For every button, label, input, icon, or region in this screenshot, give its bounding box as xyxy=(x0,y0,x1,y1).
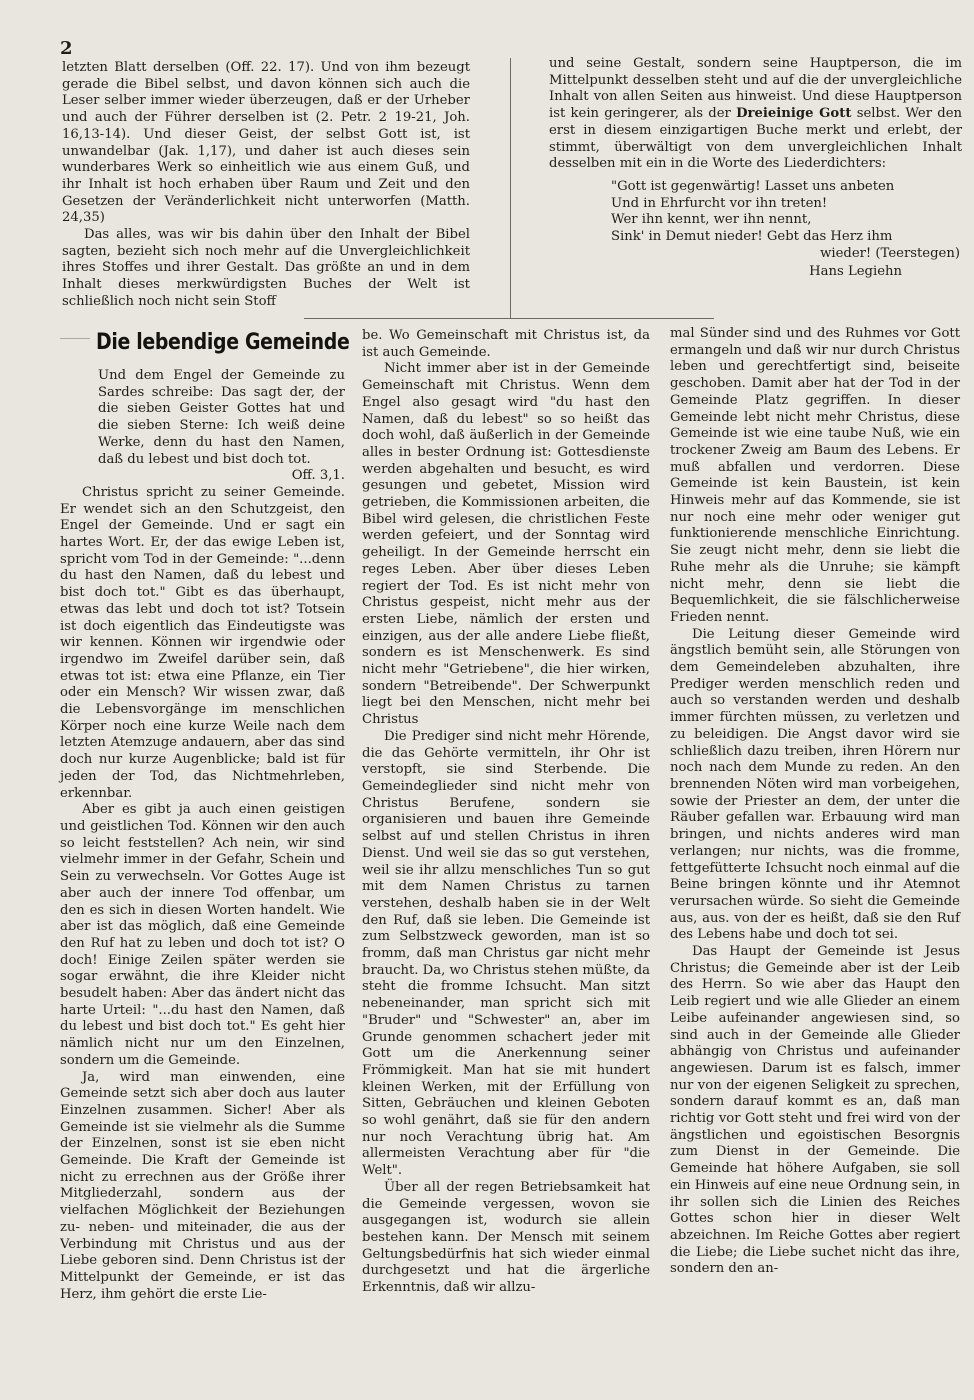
paragraph: Christus spricht zu seiner Gemeinde. Er wendet sich an den Schutzgeist, den Engel der Gemeinde. Und er sagt ein hartes Wort. Er, der das ewige Leben ist, spricht vom Tod in der Gemeinde: "...denn du hast den Namen, daß du lebest und bist doch tot." Gibt es das überhaupt, etwas das lebt und doch tot ist? Totsein ist doch eigentlich das Eindeutigste was wir kennen. Können wir irgendwie oder irgendwo im Zweifel darüber sein, daß etwas tot ist: etwa eine Pflanze, ein Tier oder ein Mensch? Wir wissen zwar, daß die Lebensvorgänge im menschlichen Körper noch eine kurze Weile nach dem letzten Atemzuge andauern, aber das sind doch nur kurze Augenblicke; bald ist für jeden der Tod, das Nichtmehrleben, erkennbar. xyxy=(60,484,345,801)
paragraph: Die Leitung dieser Gemeinde wird ängstlich bemüht sein, alle Störungen von dem Gemeindeleben abzuhalten, ihre Prediger werden menschlich reden und auch so verstanden werden und deshalb immer fürchten müssen, zu verletzen und zu beleidigen. Die Angst davor wird sie schließlich dazu treiben, ihren Hörern nur noch nach dem Munde zu reden. An den brennenden Nöten wird man vorbeigehen, sowie der Priester an dem, der unter die Räuber gefallen war. Erbauung wird man bringen, und nichts anderes wird man verlangen; nur nichts, was die fromme, fettgefütterte Ichsucht noch einmal auf die Beine bringen könnte und ihr Atemnot verursachen würde. So sieht die Gemeinde aus, aus. von der es heißt, daß sie den Ruf des Lebens habe und doch tot sei. xyxy=(670,626,960,943)
paragraph: be. Wo Gemeinschaft mit Christus ist, da ist auch Gemeinde. xyxy=(362,328,650,360)
motto-reference: Off. 3,1. xyxy=(291,468,345,484)
top-right-column xyxy=(549,56,962,281)
column-divider xyxy=(510,58,511,318)
poem-line: "Gott ist gegenwärtig! Lasset uns anbeten xyxy=(611,178,895,194)
headline-rule xyxy=(60,338,90,339)
paragraph xyxy=(549,56,962,173)
paragraph: Die Prediger sind nicht mehr Hörende, die das Gehörte vermitteln, ihr Ohr ist verstopft, sie sind Sterbende. Die Gemeindeglieder sind nicht mehr von Christus Berufene, sondern sie organisieren und bauen ihre Gemeinde selbst auf und stellen Christus in ihren Dienst. Und weil sie das so gut verstehen, weil sie ihr allzu menschliches Tun so gut mit dem Namen Christus zu tarnen verstehen, deshalb haben sie in der Welt den Ruf, daß sie leben. Die Gemeinde ist zum Selbstzweck geworden, man ist so fromm, daß man Christus gar nicht mehr braucht. Da, wo Christus stehen müßte, da steht die fromme Ichsucht. Man sitzt nebeneinander, man spricht sich mit "Bruder" und "Schwester" an, aber im Grunde genommen schachert jeder mit Gott um die Anerkennung seiner Frömmigkeit. Man hat sie mit hundert kleinen Werken, mit der Erfüllung von Sitten, Gebräuchen und kleinen Geboten so wohl genährt, daß sie für den andern nur noch Verachtung übrig hat. Am allermeisten Verachtung aber für "die Welt". xyxy=(362,728,650,1179)
bible-motto: Und dem Engel der Gemeinde zu Sardes schreibe: Das sagt der, der die sieben Geister Gottes hat und die sieben Sterne: Ich weiß deine Werke, denn du hast den Namen, daß du lebest und bist doch tot. xyxy=(98,368,345,467)
paragraph: mal Sünder sind und des Ruhmes vor Gott ermangeln und daß wir nur durch Christus leben und gerechtfertigt sind, beiseite geschoben. Damit aber hat der Tod in der Gemeinde Platz gegriffen. In dieser Gemeinde lebt nicht mehr Christus, diese Gemeinde ist wie eine taube Nuß, wie ein trockener Zweig am Baum des Lebens. Er muß abfallen und verdorren. Diese Gemeinde ist kein Baustein, ist kein Hinweis mehr auf das Kommende, sie ist nur noch eine mehr oder weniger gut funktionierende menschliche Einrichtung. Sie zeugt nicht mehr, denn sie liebt die Ruhe mehr als die Unruhe; sie kämpft nicht mehr, denn sie liebt die Bequemlichkeit, die sie fälschlicherweise Frieden nennt. xyxy=(670,326,960,625)
paragraph: Aber es gibt ja auch einen geistigen und geistlichen Tod. Können wir den auch so leicht feststellen? Ach nein, wir sind vielmehr immer in der Gefahr, Schein und Sein zu verwechseln. Vor Gottes Auge ist aber auch der innere Tod offenbar, um den es sich in diesen Worten handelt. Wie aber ist das möglich, daß eine Gemeinde den Ruf hat zu leben und doch tot ist? O doch! Einige Zeilen später werden sie sogar erwähnt, die ihre Kleider nicht besudelt haben: Aber das ändert nicht das harte Urteil: "...du hast den Namen, daß du lebest und bist doch tot." Es geht hier nämlich nicht nur um den Einzelnen, sondern um die Gemeinde. xyxy=(60,802,345,1068)
poem xyxy=(611,179,962,281)
text: selbst. Wer den erst in diesem einzigartigen Buche merkt und erlebt, der stimmt, überwältigt von dem unvergleichlichen Inhalt desselben mit ein in die Worte des Liederdichters: xyxy=(549,106,963,172)
page-number: 2 xyxy=(60,38,73,59)
emphasis-text: Dreieinige Gott xyxy=(736,106,852,122)
paragraph: Nicht immer aber ist in der Gemeinde Gemeinschaft mit Christus. Wenn dem Engel also gesagt wird "du hast den Namen, daß du lebest" so so heißt das doch wohl, daß äußerlich in der Gemeinde alles in bester Ordnung ist: Gottesdienste werden abgehalten und besucht, es wird gesungen und gebetet, Mission wird getrieben, die Kommissionen arbeiten, die Bibel wird gelesen, die christlichen Feste werden gefeiert, und der Sonntag wird geheiligt. In der Gemeinde herrscht ein reges Leben. Aber über dieses Leben regiert der Tod. Es ist nicht mehr von Christus gespeist, nicht mehr aus der ersten Liebe, nämlich der ersten und einzigen, aus der alle andere Liebe fließt, sondern es ist Menschenwerk. Es sind nicht mehr "Getriebene", die hier wirken, sondern "Betreibende". Der Schwerpunkt liegt bei den Menschen, nicht mehr bei Christus xyxy=(362,361,650,728)
paragraph: Das alles, was wir bis dahin über den Inhalt der Bibel sagten, bezieht sich noch mehr auf die Unvergleichlichkeit ihres Stoffes und ihrer Gestalt. Das größte an und in dem Inhalt dieses merkwürdigsten Buches der Welt ist schließlich noch nicht sein Stoff xyxy=(62,227,470,309)
article-column-1 xyxy=(60,368,345,1303)
text: und seine Gestalt, sondern seine Hauptperson, die im Mittelpunkt desselben steht und auf die der unvergleichliche Inhalt von allen Seiten aus hinweist. Und diese Hauptperson ist kein geringerer, als der xyxy=(549,56,962,122)
paragraph: Über all der regen Betriebsamkeit hat die Gemeinde vergessen, wovon sie ausgegangen ist, wodurch sie allein bestehen kann. Der Mensch mit seinem Geltungsbedürfnis hat sich wieder einmal durchgesetzt und hat die ärgerliche Erkenntnis, daß wir allzu- xyxy=(362,1179,650,1296)
paragraph: Das Haupt der Gemeinde ist Jesus Christus; die Gemeinde aber ist der Leib des Herrn. So wie aber das Haupt den Leib regiert und wie alle Glieder an einem Leibe aufeinander angewiesen sind, so sind auch in der Gemeinde alle Glieder abhängig von Christus und aufeinander angewiesen. Darum ist es falsch, immer nur von der eigenen Seligkeit zu sprechen, sondern darauf kommt es an, daß man richtig vor Gott steht und frei wird von der ängstlichen und egoistischen Besorgnis zum Dienst in der Gemeinde. Die Gemeinde hat höhere Aufgaben, sie soll ein Hinweis auf eine neue Ordnung sein, in ihr sollen sich die Linien des Reiches Gottes schon hier in dieser Welt abzeichnen. Im Reiche Gottes aber regiert die Liebe; die Liebe suchet nicht das ihre, sondern den an- xyxy=(670,944,960,1277)
article-column-2 xyxy=(362,328,650,1297)
author-signature: Hans Legiehn xyxy=(809,264,902,280)
poem-line: Und in Ehrfurcht vor ihn treten! xyxy=(611,195,828,211)
paragraph: letzten Blatt derselben (Off. 22. 17). Und von ihm bezeugt gerade die Bibel selbst, und davon können sich auch die Leser selber immer wieder überzeugen, daß er der Urheber und auch der Führer derselben ist (2. Petr. 2 19-21, Joh. 16,13-14). Und dieser Geist, der selbst Gott ist, ist unwandelbar (Jak. 1,17), und daher ist auch dieses sein wunderbares Werk so einheitlich wie aus einem Guß, und ihr Inhalt ist hoch erhaben über Raum und Zeit und den Gesetzen der Veränderlichkeit nicht unterworfen (Matth. 24,35) xyxy=(62,60,470,226)
top-left-column xyxy=(62,60,470,311)
article-column-3 xyxy=(670,326,960,1278)
poem-line: Sink' in Demut nieder! Gebt das Herz ihm xyxy=(611,229,893,245)
section-divider xyxy=(304,318,714,319)
paragraph: Ja, wird man einwenden, eine Gemeinde setzt sich aber doch aus lauter Einzelnen zusammen. Sicher! Aber als Gemeinde ist sie vielmehr als die Summe der Einzelnen, sonst ist sie eben nicht Gemeinde. Die Kraft der Gemeinde ist nicht zu errechnen aus der Größe ihrer Mitgliederzahl, sondern aus der vielfachen Möglichkeit der Beziehungen zu- neben- und miteinader, die aus der Verbindung mit Christus und aus der Liebe geboren sind. Denn Christus ist der Mittelpunkt der Gemeinde, er ist das Herz, ihm gehört die erste Lie- xyxy=(60,1069,345,1302)
article-title: Die lebendige Gemeinde xyxy=(96,330,350,355)
poem-line: wieder! (Teerstegen) xyxy=(820,245,960,261)
poem-line: Wer ihn kennt, wer ihn nennt, xyxy=(611,212,812,228)
